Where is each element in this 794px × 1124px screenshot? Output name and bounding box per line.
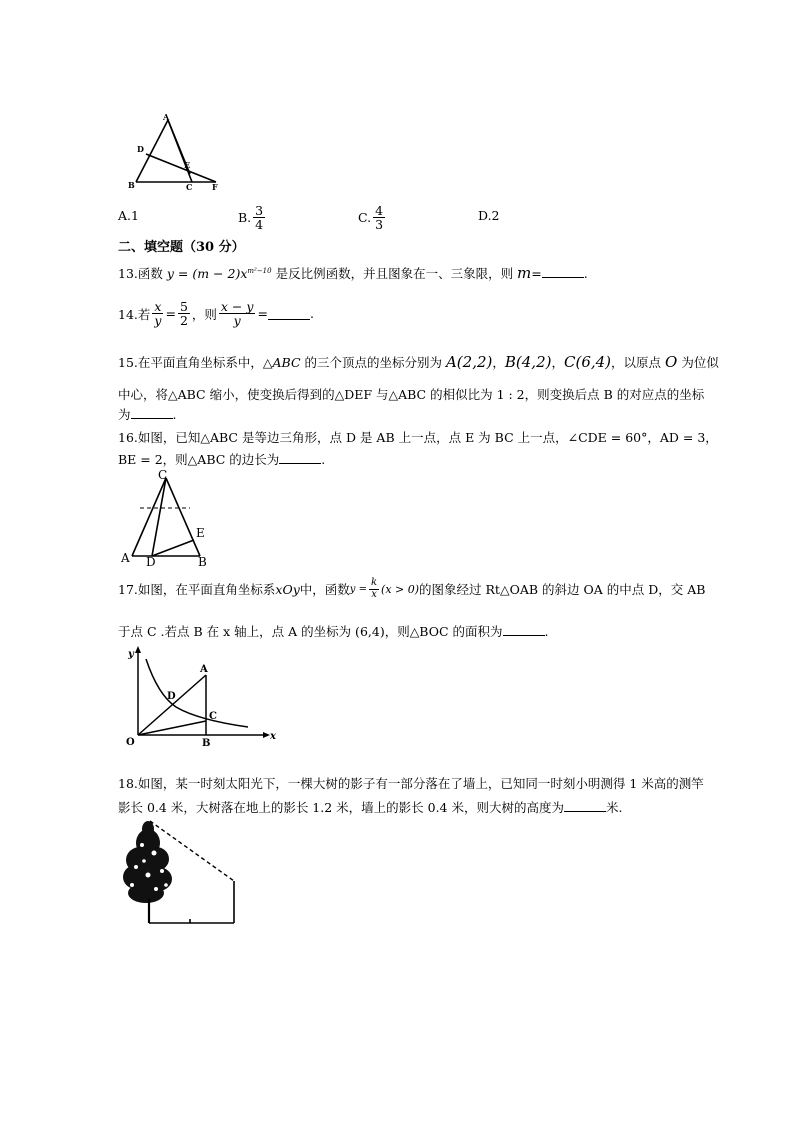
q17-fraction-kx (369, 578, 379, 600)
q14-fraction-52 (178, 300, 190, 327)
q17-answer-blank[interactable] (503, 623, 545, 636)
question-17-line-2 (118, 622, 549, 640)
q17-condition: (x > 0) (381, 582, 420, 596)
q17-y-equals: y = (349, 583, 367, 595)
fig16-label-c: C (158, 468, 168, 482)
figure-q17 (118, 645, 278, 750)
fig17-label-b: B (202, 738, 211, 749)
q14-num-5: 5 (179, 299, 188, 314)
q14-den-y: y (154, 313, 162, 329)
q14-num-x: x (154, 299, 162, 314)
q17-text-c: 的图象经过 Rt△OAB 的斜边 OA 的中点 D，交 AB (419, 582, 706, 597)
q17-period: . (544, 624, 549, 639)
q13-exponent: m²−10 (247, 266, 272, 275)
option-b-fraction (253, 204, 265, 231)
q15-abc: ABC (272, 355, 301, 370)
q15-origin: O (665, 353, 678, 371)
fig12-label-b: B (128, 180, 135, 190)
q15-text-b: 的三个顶点的坐标分别为 (300, 355, 446, 370)
option-d (478, 208, 500, 223)
fig17-label-d: D (167, 691, 176, 702)
q14-text-a: 14.若 (118, 306, 151, 322)
question-14 (118, 300, 314, 327)
fig17-label-o: O (126, 737, 135, 748)
q17-den-x: x (371, 588, 377, 600)
option-a (118, 208, 139, 223)
option-b-denominator: 4 (255, 217, 264, 233)
q14-text-b: ，则 (191, 306, 217, 322)
q16-answer-blank[interactable] (279, 451, 321, 464)
fig12-label-c: C (186, 182, 193, 192)
q13-equals: = (531, 266, 542, 281)
q17-xoy: xOy (275, 581, 300, 597)
fig16-label-d: D (146, 555, 156, 568)
question-18-line-1: 18.如图，某一时刻太阳光下，一棵大树的影子有一部分落在了墙上，已知同一时刻小明测得 1 米高的测竿 (118, 776, 704, 791)
q14-equals-1: = (165, 306, 176, 322)
q15-text-a: 15.在平面直角坐标系中，△ (118, 355, 273, 370)
fig17-label-x: x (270, 731, 276, 742)
q17-num-k: k (370, 577, 378, 588)
option-c-fraction (373, 204, 385, 231)
fig16-label-a: A (121, 551, 130, 565)
fig12-label-d: D (137, 144, 144, 154)
option-d-text: D.2 (478, 208, 500, 223)
q13-text-a: 13.函数 (118, 266, 167, 281)
question-16-line-1: 16.如图，已知△ABC 是等边三角形，点 D 是 AB 上一点，点 E 为 BC 上一点，∠CDE = 60°，AD = 3， (118, 430, 718, 445)
q15-point-a: A(2,2) (445, 353, 493, 371)
q13-answer-blank[interactable] (542, 265, 584, 278)
q14-fraction-xy (152, 300, 163, 327)
option-c-numerator: 4 (375, 203, 384, 218)
q13-period: . (583, 266, 588, 281)
q16-period: . (321, 452, 326, 467)
q15-point-b: B(4,2) (504, 353, 552, 371)
option-b (238, 204, 267, 231)
q15-answer-blank[interactable] (131, 406, 173, 419)
q13-variable-m: m (517, 264, 532, 282)
option-c-prefix: C. (358, 210, 372, 226)
figure-q16 (118, 468, 218, 568)
tree-icon (123, 821, 172, 903)
q15-text-c: ，以原点 (611, 355, 666, 370)
q14-num-xmy: x − y (220, 299, 254, 314)
figure-q12 (118, 112, 230, 192)
q18-unit: 米. (605, 800, 623, 815)
section-heading: 二、填空题（30 分） (118, 240, 245, 255)
q14-den-y2: y (233, 313, 241, 329)
fig12-label-e: E (184, 160, 191, 170)
fig17-label-a: A (200, 664, 208, 675)
question-15-line-1: 15.在平面直角坐标系中，△ABC 的三个顶点的坐标分别为 A(2,2)，B(4,2)，C(6,4)，以原点 O 为位似 (118, 353, 719, 371)
fig12-label-a: A (163, 112, 170, 122)
fig17-label-y: y (128, 649, 134, 660)
option-c-denominator: 3 (375, 217, 384, 233)
question-15-line-3 (118, 405, 177, 423)
q17-text-a: 17.如图，在平面直角坐标系 (118, 582, 276, 597)
q18-answer-blank[interactable] (564, 799, 606, 812)
question-16-line-2 (118, 450, 325, 468)
q15-text-wei: 为 (118, 407, 131, 422)
fig17-label-c: C (209, 711, 217, 722)
fig16-label-e: E (196, 526, 205, 540)
q15-period: . (172, 407, 177, 422)
q18-text-a: 影长 0.4 米，大树落在地上的影长 1.2 米，墙上的影长 0.4 米，则大树的高度为 (118, 800, 564, 815)
q13-expression: y = (m − 2)x (166, 266, 248, 281)
q17-text-d: 于点 C .若点 B 在 x 轴上，点 A 的坐标为 (6,4)，则△BOC 的面积为 (118, 624, 503, 639)
q14-equals-2: = (257, 306, 268, 322)
q14-den-2: 2 (179, 313, 188, 329)
q16-text-a: BE = 2，则△ABC 的边长为 (118, 452, 280, 467)
fig12-label-f: F (212, 182, 218, 192)
question-17-line-1 (118, 578, 705, 600)
q14-period: . (309, 306, 314, 322)
q14-fraction-xmy (219, 300, 256, 327)
option-a-text: A.1 (118, 208, 139, 223)
figure-q18-tree-shadow (118, 815, 248, 935)
question-18-line-2 (118, 798, 622, 816)
q15-point-c: C(6,4) (564, 353, 612, 371)
option-c (358, 204, 387, 231)
q15-text-d: 为位似 (677, 355, 719, 370)
q14-answer-blank[interactable] (268, 307, 310, 320)
q17-text-b: 中，函数 (299, 582, 350, 597)
fig16-label-b: B (198, 555, 207, 568)
option-b-prefix: B. (238, 210, 252, 226)
q13-text-c: 是反比例函数，并且图象在一、三象限，则 (271, 266, 518, 281)
option-b-numerator: 3 (255, 203, 264, 218)
question-13 (118, 264, 588, 282)
question-15-line-2: 中心，将△ABC 缩小，使变换后得到的△DEF 与△ABC 的相似比为 1 : 2，则变换后点 B 的对应点的坐标 (118, 387, 705, 402)
